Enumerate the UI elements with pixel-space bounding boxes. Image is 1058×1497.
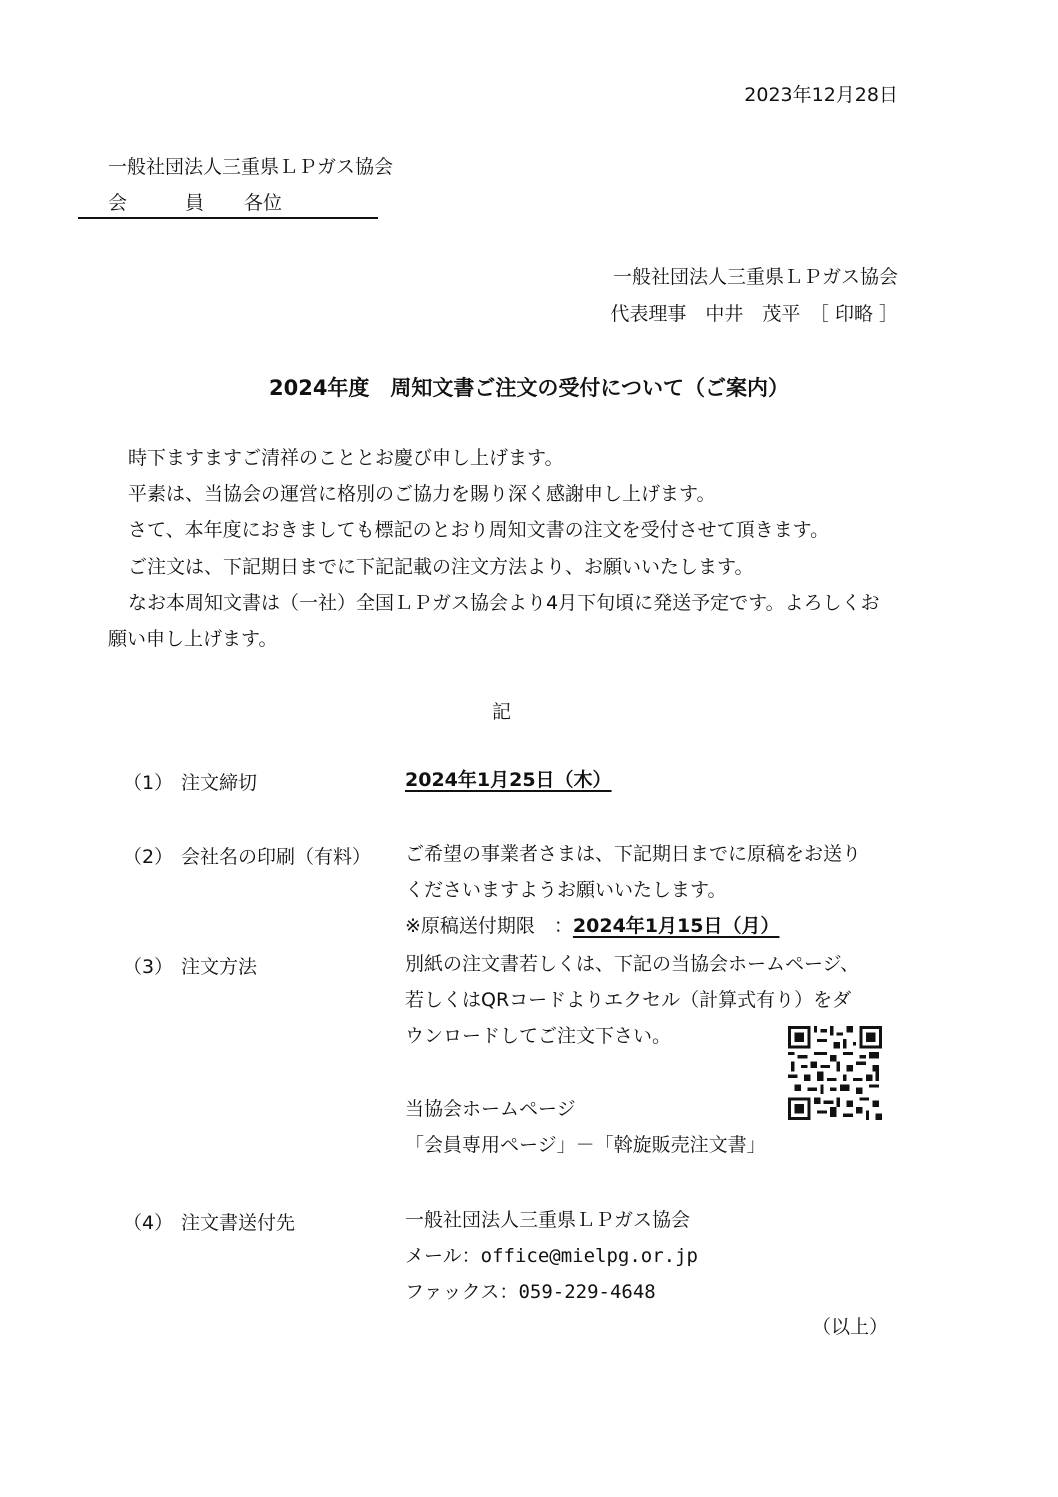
item-line: 別紙の注文書若しくは、下記の当協会ホームページ、 [405, 953, 860, 975]
send-to-org: 一般社団法人三重県ＬＰガス協会 [405, 1209, 691, 1231]
mail-line [405, 1238, 698, 1274]
body-paragraph: 時下ますますご清祥のこととお慶び申し上げます。 [128, 447, 564, 469]
mail-label: メール： [405, 1245, 481, 1268]
recipient-member-c: 各位 [244, 192, 283, 214]
manuscript-deadline-label: ※原稿送付期限 ： [405, 915, 573, 938]
document-date: 2023年12月28日 [744, 84, 898, 106]
qr-code[interactable] [788, 1026, 882, 1120]
item-number: （4） [123, 1212, 174, 1234]
item-label: 会社名の印刷（有料） [181, 846, 372, 868]
closing-mark: （以上） [811, 1316, 888, 1338]
item-label: 注文方法 [181, 956, 258, 978]
item-line: 若しくはQRコードよりエクセル（計算式有り）をダ [405, 989, 852, 1012]
sender-org: 一般社団法人三重県ＬＰガス協会 [612, 266, 898, 288]
recipient-member-b: 員 [185, 192, 205, 214]
item-line: ウンロードしてご注文下さい。 [405, 1025, 672, 1048]
sender-representative: 代表理事 中井 茂平 ［ 印略 ］ [610, 303, 898, 325]
mail-address[interactable]: office@mielpg.or.jp [480, 1245, 698, 1268]
order-deadline: 2024年1月25日（木） [405, 769, 612, 791]
fax-line [405, 1274, 698, 1310]
item-line: くださいますようお願いいたします。 [405, 879, 727, 902]
recipient-org: 一般社団法人三重県ＬＰガス協会 [108, 156, 394, 178]
item-value [405, 1202, 698, 1311]
item-line: ご希望の事業者さまは、下記期日までに原稿をお送り [405, 843, 862, 865]
item-value [405, 836, 861, 945]
homepage-label: 当協会ホームページ [405, 1097, 576, 1120]
recipient-members [108, 188, 282, 215]
manuscript-deadline-line [405, 908, 861, 944]
page-title: 2024年度 周知文書ご注文の受付について（ご案内） [268, 376, 790, 400]
homepage-path: 「会員専用ページ」－「斡旋販売注文書」 [405, 1133, 766, 1156]
manuscript-deadline: 2024年1月15日（月） [572, 915, 780, 938]
body-paragraph: なお本周知文書は（一社）全国ＬＰガス協会より4月下旬頃に発送予定です。よろしくお願い申し上げます。 [108, 591, 880, 651]
recipient-underline [78, 217, 378, 219]
item-label: 注文締切 [181, 772, 258, 794]
item-number: （3） [123, 956, 174, 978]
ki-heading: 記 [492, 701, 512, 723]
item-number: （1） [123, 772, 174, 794]
recipient-member-a: 会 [108, 192, 128, 214]
fax-label: ファックス： [405, 1281, 519, 1304]
item-label: 注文書送付先 [181, 1212, 296, 1234]
item-number: （2） [123, 846, 174, 868]
body-paragraph: さて、本年度におきましても標記のとおり周知文書の注文を受付させて頂きます。 [128, 519, 830, 542]
body-paragraph: ご注文は、下記期日までに下記記載の注文方法より、お願いいたします。 [128, 555, 754, 578]
body-paragraph: 平素は、当協会の運営に格別のご協力を賜り深く感謝申し上げます。 [128, 483, 716, 506]
fax-number: 059-229-4648 [518, 1281, 656, 1304]
body-text [108, 440, 898, 657]
